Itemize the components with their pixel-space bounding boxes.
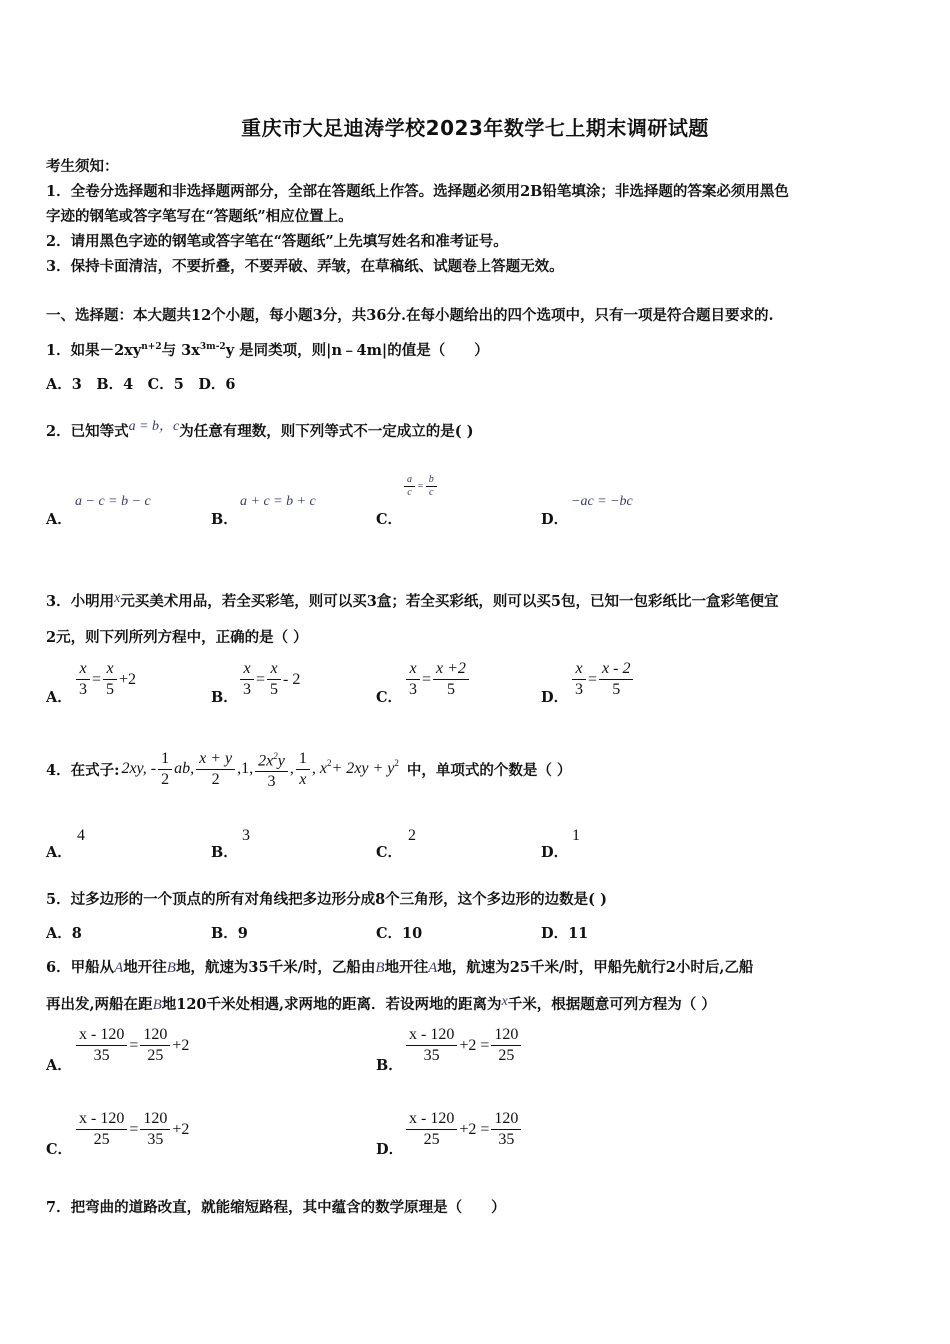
q3d-eq: =	[588, 670, 598, 688]
question-6-line-2: 再出发,两船在距B地120千米处相遇,求两地的距离．若设两地的距离为x千米，根据题意可列方程为（ ）	[46, 994, 716, 1013]
q6-var: x	[501, 994, 508, 1009]
q6-place-b: B	[166, 960, 176, 976]
q3a-n2: x	[103, 659, 117, 680]
q6-place-a: A	[114, 960, 124, 976]
q3-var: x	[114, 591, 121, 606]
question-5: 5．过多边形的一个顶点的所有对角线把多边形分成8个三角形，这个多边形的边数是( )	[46, 891, 607, 908]
q3a-d1: 3	[79, 681, 87, 698]
q4-e6: + 2xy + y	[331, 760, 395, 777]
q3-part-b: 元买美术用品，若全买彩笔，则可以买3盒；若全买彩纸，则可以买5包，已知一包彩纸比一盒彩笔便宜	[120, 593, 779, 610]
q4-e6-sup: 2	[394, 758, 399, 768]
q4-option-d-value: 1	[572, 827, 580, 844]
q3-option-b-expr	[238, 658, 300, 700]
q4-f2-den: 2	[211, 770, 220, 788]
q4-option-c-label: C．	[376, 844, 403, 861]
q3d-n1: x	[572, 659, 586, 680]
q2-condition: a = b，c	[128, 419, 180, 434]
q3-part-a: 3．小明用	[46, 593, 115, 610]
question-7: 7．把弯曲的道路改直，就能缩短路程，其中蕴含的数学原理是（ ）	[46, 1199, 506, 1216]
q3b-n1: x	[240, 659, 254, 680]
q4-part-a: 4．在式子:	[46, 761, 120, 779]
q1-part-b: 与 3x	[161, 342, 200, 359]
q4-e5: , x	[311, 760, 327, 777]
q3b-eq: =	[256, 670, 266, 688]
q4-f3-num-2: y	[277, 752, 285, 770]
q3-option-b-label: B．	[211, 689, 238, 706]
q4-e5-sup: 2	[326, 758, 332, 768]
q1-part-a: 1．如果－2xy	[46, 342, 142, 359]
q6-option-d-label: D．	[376, 1141, 404, 1158]
question-1	[46, 339, 489, 360]
question-3-line-2: 2元，则下列所列方程中，正确的是（ ）	[46, 629, 308, 646]
q2-option-c-expr	[402, 474, 439, 499]
notice-line-4: 3．保持卡面清洁，不要折叠，不要弄破、弄皱，在草稿纸、试题卷上答题无效。	[46, 258, 564, 275]
q3-option-a-expr	[74, 658, 136, 700]
q4-option-b-label: B．	[211, 844, 238, 861]
q4-f3-den: 3	[267, 773, 276, 791]
q4-option-a-label: A．	[46, 844, 72, 861]
section-heading: 一、选择题：本大题共12个小题，每小题3分，共36分.在每小题给出的四个选项中，只有一项是符合题目要求的.	[46, 307, 774, 324]
q5-option-b: B．9	[211, 925, 248, 942]
notice-line-1: 1．全卷分选择题和非选择题两部分，全部在答题纸上作答。选择题必须用2B铅笔填涂；非选择题的答案必须用黑色	[46, 183, 789, 200]
question-3-line-1	[46, 590, 779, 611]
q2-option-a-expr: a − c = b − c	[75, 494, 151, 509]
q4-f4-num: 1	[296, 749, 310, 770]
q6-option-a-expr: $\frac{x - 120}{35}$ = $\frac{120}{25}$ +2	[74, 1024, 189, 1066]
q6-option-b-label: B．	[376, 1057, 403, 1074]
q3c-d1: 3	[409, 681, 417, 698]
q2-part-a: 2．已知等式	[46, 423, 129, 440]
q4-e3: ,1,	[237, 760, 254, 777]
q1-sup-1: n+2	[141, 342, 162, 353]
q3c-n2: x +2	[433, 659, 469, 680]
q4-option-b-value: 3	[242, 827, 250, 844]
q3-option-d-expr	[570, 658, 635, 700]
q4-f2-num: x + y	[196, 749, 235, 770]
question-4	[46, 746, 571, 792]
q3-option-c-expr	[404, 658, 471, 700]
q2c-den-2: c	[429, 487, 434, 498]
q3b-n2: x	[267, 659, 281, 680]
q2c-eq: =	[417, 481, 424, 492]
q3b-d1: 3	[243, 681, 251, 698]
q5-option-d: D．11	[541, 925, 589, 942]
q6-place-b-2: B	[375, 960, 385, 976]
q6-place-a-2: A	[428, 960, 438, 976]
q3c-d2: 5	[446, 681, 455, 698]
q4-part-b: 中，单项式的个数是（ ）	[406, 761, 572, 779]
q3a-d2: 5	[106, 681, 115, 698]
q2c-num-1: a	[404, 474, 415, 487]
q6-option-c-label: C．	[46, 1141, 73, 1158]
q4-e1: 2xy, -	[121, 760, 157, 777]
q1-sup-2: 3m-2	[199, 342, 226, 353]
q6-option-d-expr: $\frac{x - 120}{25}$ +2 = $\frac{120}{35}$	[404, 1108, 523, 1150]
notice-heading: 考生须知：	[46, 158, 119, 175]
notice-line-2: 字迹的钢笔或答字笔写在“答题纸”相应位置上。	[46, 208, 353, 225]
q2-option-d-expr: −ac = −bc	[571, 494, 633, 509]
q2-option-d-label: D．	[541, 511, 569, 528]
q3a-n1: x	[76, 659, 90, 680]
q3d-d2: 5	[612, 681, 621, 698]
q3a-tail: +2	[119, 670, 137, 688]
q4-e4: ,	[289, 760, 294, 777]
q6-option-b-expr: $\frac{x - 120}{35}$ +2 = $\frac{120}{25}$	[404, 1024, 523, 1066]
q3d-n2: x - 2	[599, 659, 633, 680]
q4-option-a-value: 4	[77, 827, 85, 844]
question-6-line-1: 6．甲船从A地开往B地，航速为35千米/时，乙船由B地开往A地，航速为25千米/时，甲船先航行2小时后,乙船	[46, 959, 754, 976]
q3b-tail: - 2	[283, 670, 301, 688]
q2-option-c-label: C．	[376, 511, 403, 528]
q1-part-c: y 是同类项，则|n﹣4m|的值是（ ）	[225, 342, 489, 359]
q4-f3-num: 2x	[258, 752, 274, 770]
q2-option-b-label: B．	[211, 511, 238, 528]
question-2	[46, 420, 474, 441]
q2-part-b: 为任意有理数，则下列等式不一定成立的是( )	[179, 423, 474, 440]
q3c-eq: =	[422, 670, 432, 688]
q3-option-a-label: A．	[46, 689, 72, 706]
q3b-d2: 5	[270, 681, 279, 698]
q5-option-a: A．8	[46, 925, 82, 942]
q4-e2: ab,	[174, 760, 195, 777]
q5-option-c: C．10	[376, 925, 423, 942]
q6-option-c-expr: $\frac{x - 120}{25}$ = $\frac{120}{35}$ +2	[74, 1108, 189, 1150]
q4-f3-sup: 2	[273, 750, 278, 761]
q3c-n1: x	[406, 659, 420, 680]
q3a-eq: =	[92, 670, 102, 688]
q4-f4-den: x	[299, 770, 307, 788]
q1-options: A．3 B．4 C．5 D．6	[46, 376, 236, 393]
page-title: 重庆市大足迪涛学校2023年数学七上期末调研试题	[241, 116, 709, 140]
q4-option-d-label: D．	[541, 844, 569, 861]
q2-option-b-expr: a + c = b + c	[240, 494, 316, 509]
q4-option-c-value: 2	[408, 827, 416, 844]
q4-f1-num: 1	[158, 749, 172, 770]
q4-f1-den: 2	[161, 770, 170, 788]
q2c-num-2: b	[426, 474, 437, 487]
q6-option-a-label: A．	[46, 1057, 72, 1074]
q6-place-b-3: B	[152, 997, 162, 1013]
q3-option-d-label: D．	[541, 689, 569, 706]
q2-option-a-label: A．	[46, 511, 72, 528]
q3-option-c-label: C．	[376, 689, 403, 706]
q2c-den-1: c	[407, 487, 412, 498]
q3d-d1: 3	[575, 681, 583, 698]
notice-line-3: 2．请用黑色字迹的钢笔或答字笔在“答题纸”上先填写姓名和准考证号。	[46, 233, 508, 250]
